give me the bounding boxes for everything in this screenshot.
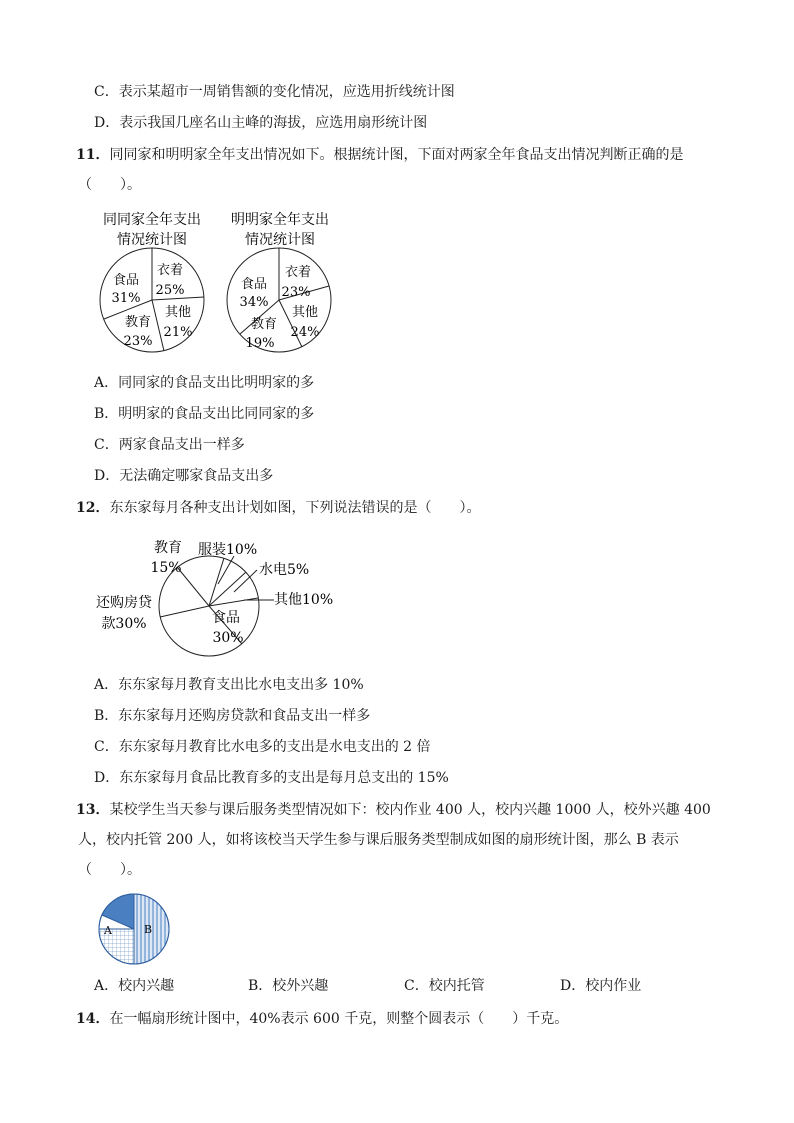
q11-option-c: C．两家食品支出一样多 xyxy=(94,437,245,453)
q13-option-b: B．校外兴趣 xyxy=(248,978,329,994)
q12-stem-text: 东东家每月各种支出计划如图，下列说法错误的是（ ）。 xyxy=(109,500,481,516)
q11-option-d: D．无法确定哪家食品支出多 xyxy=(94,468,274,484)
chart2-label-food: 食品 xyxy=(240,277,268,292)
chart2-value-other: 24% xyxy=(290,325,320,340)
chart1-title-line1: 同同家全年支出 xyxy=(103,212,201,228)
q11-stem-line1 xyxy=(76,146,683,164)
q12-option-a: A．东东家每月教育支出比水电支出多 10% xyxy=(94,677,364,693)
q11-figure xyxy=(92,206,352,366)
chart1-label-clothing: 衣着 xyxy=(156,263,184,278)
q12-label-water: 水电5% xyxy=(259,562,310,578)
q10-option-d: D．表示我国几座名山主峰的海拔，应选用扇形统计图 xyxy=(94,115,428,131)
chart2-value-food: 34% xyxy=(239,295,269,310)
q12-value-loan: 款30% xyxy=(101,616,147,632)
q12-value-food: 30% xyxy=(212,630,244,646)
q13-option-a: A．校内兴趣 xyxy=(94,978,175,994)
chart1-label-other: 其他 xyxy=(164,305,192,320)
q14-stem-text: 在一幅扇形统计图中，40%表示 600 千克，则整个圆表示（ ）千克。 xyxy=(109,1011,569,1027)
chart1-value-clothing: 25% xyxy=(155,283,185,298)
q12-option-d: D．东东家每月食品比教育多的支出是每月总支出的 15% xyxy=(94,770,449,786)
q11-stem-text: 同同家和明明家全年支出情况如下。根据统计图，下面对两家全年食品支出情况判断正确的是 xyxy=(109,147,684,163)
q13-option-d: D．校内作业 xyxy=(560,978,642,994)
q12-stem xyxy=(76,499,480,517)
q12-leader-water xyxy=(234,570,257,592)
q12-label-edu: 教育 xyxy=(154,540,182,556)
chart1-divider-bottom xyxy=(152,300,164,351)
chart2-label-clothing: 衣着 xyxy=(284,265,312,280)
q14-number: 14． xyxy=(76,1011,110,1027)
chart2-value-clothing: 23% xyxy=(281,285,311,300)
chart2-label-education: 教育 xyxy=(250,317,278,332)
q13-stem-line2: 人，校内托管 200 人，如将该校当天学生参与课后服务类型制成如图的扇形统计图，那么 B 表示 xyxy=(78,832,679,848)
q13-option-c: C．校内托管 xyxy=(404,978,485,994)
q13-figure xyxy=(96,891,172,967)
q10-option-c: C．表示某超市一周销售额的变化情况，应选用折线统计图 xyxy=(94,84,455,100)
chart2-title-line1: 明明家全年支出 xyxy=(231,212,329,228)
chart2-value-education: 19% xyxy=(245,336,275,351)
q13-label-b: B xyxy=(143,923,153,936)
q12-divider-loan xyxy=(160,606,209,617)
q13-stem-line1 xyxy=(76,801,711,819)
q12-option-c: C．东东家每月教育比水电多的支出是水电支出的 2 倍 xyxy=(94,739,431,755)
chart1-label-food: 食品 xyxy=(112,273,140,288)
q12-value-edu: 15% xyxy=(150,560,182,576)
q12-option-b: B．东东家每月还购房贷款和食品支出一样多 xyxy=(94,708,371,724)
q13-stem-line3: （ ）。 xyxy=(78,862,141,878)
q13-stem-text: 某校学生当天参与课后服务类型情况如下：校内作业 400 人，校内兴趣 1000 人，校外兴趣 400 xyxy=(109,802,711,818)
chart1-value-other: 21% xyxy=(163,325,193,340)
chart2-title-line2: 情况统计图 xyxy=(245,232,315,248)
q11-number: 11． xyxy=(76,147,110,163)
q12-label-clothes: 服装10% xyxy=(198,542,258,558)
chart1-value-education: 23% xyxy=(123,334,153,349)
q11-stem-line2: （ ）。 xyxy=(78,177,141,193)
q11-option-b: B．明明家的食品支出比同同家的多 xyxy=(94,406,315,422)
chart2-label-other: 其他 xyxy=(291,305,319,320)
q13-number: 13． xyxy=(76,802,110,818)
q12-label-loan: 还购房贷 xyxy=(96,595,152,611)
chart1-title-line2: 情况统计图 xyxy=(117,232,187,248)
q12-number: 12． xyxy=(76,500,110,516)
chart1-value-food: 31% xyxy=(111,291,141,306)
chart1-pie xyxy=(100,248,204,352)
q11-option-a: A．同同家的食品支出比明明家的多 xyxy=(94,375,315,391)
q12-label-food: 食品 xyxy=(212,610,240,626)
chart1-label-education: 教育 xyxy=(124,315,152,330)
q12-label-other: 其他10% xyxy=(274,592,334,608)
chart2-pie xyxy=(227,248,331,352)
q12-figure xyxy=(94,534,344,664)
q14-stem xyxy=(76,1010,568,1028)
q12-divider-edu xyxy=(177,567,209,606)
q13-label-a: A xyxy=(104,924,112,937)
